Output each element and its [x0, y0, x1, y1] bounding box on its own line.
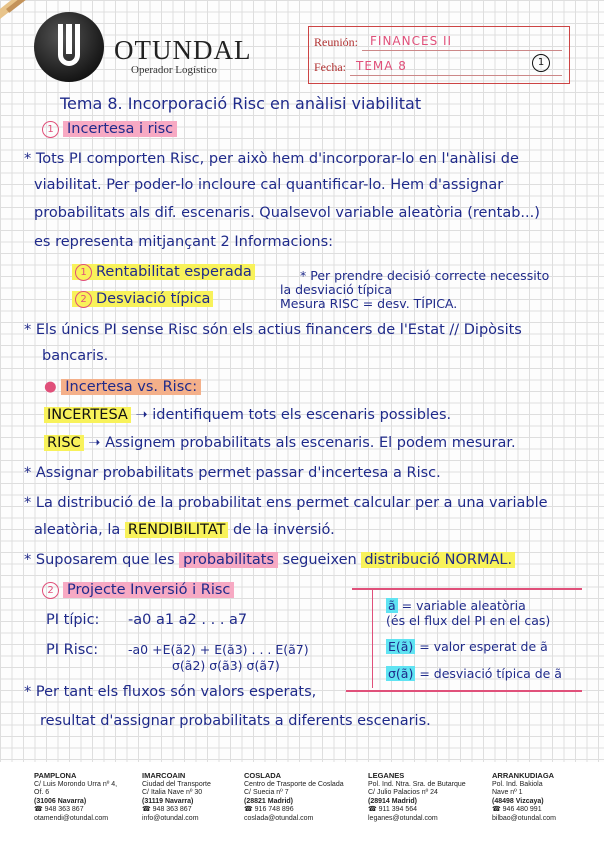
risc-text: Assignem probabilitats als escenaris. El podem mesurar. [105, 435, 516, 451]
pi-risc-bottom: σ(ã2) σ(ã3) σ(ã7) [172, 658, 280, 673]
para1-line4: es representa mitjançant 2 Informacions: [34, 234, 334, 250]
office-address-2: Of. 6 [34, 789, 50, 797]
def-2 [386, 639, 548, 654]
risc-row: RISC ➝ Assignem probabilitats als escenaris. El podem mesurar. [44, 435, 516, 451]
brand-name: OTUNDAL [114, 35, 252, 65]
office-name: LEGANES [368, 771, 405, 780]
pi-tipic-values: -a0 a1 a2 . . . a7 [128, 612, 248, 628]
def-3-symbol: σ(ã) [388, 666, 414, 681]
section-1-title: Incertesa i risc [63, 121, 177, 137]
para1-line1: * Tots PI comporten Risc, per això hem d'incorporar-lo en l'anàlisi de [24, 151, 519, 167]
pi-tipic-label: PI típic: [46, 612, 100, 628]
para1-line3: probabilitats als dif. escenaris. Qualsevol variable aleatòria (rentab...) [34, 205, 540, 221]
side-note-2: la desviació típica [280, 282, 393, 297]
office-address-2: C/ Suecia nº 7 [244, 789, 289, 797]
para5 [24, 552, 515, 568]
office-phone: ☎ 911 394 564 [368, 806, 418, 814]
office-imarcoain [142, 772, 211, 824]
incertesa-text: identifiquem tots els escenaris possibles. [152, 407, 452, 423]
section-1b-heading: ● Incertesa vs. Risc: [44, 379, 201, 395]
page-number: 1 [532, 54, 550, 72]
office-email[interactable]: bilbao@otundal.com [492, 814, 556, 822]
office-postal: (28914 Madrid) [368, 797, 418, 805]
para4-line2 [34, 522, 335, 538]
def-3 [386, 666, 562, 681]
office-phone: ☎ 916 748 896 [244, 806, 294, 814]
side-note-3: Mesura RISC = desv. TÍPICA. [280, 296, 458, 311]
def-2-text: = valor esperat de ã [419, 639, 548, 654]
para3: * Assignar probabilitats permet passar d'incertesa a Risc. [24, 465, 441, 481]
office-postal: (31119 Navarra) [142, 797, 194, 805]
office-email[interactable]: info@otundal.com [142, 814, 199, 822]
para5-text-a: * Suposarem que les [24, 552, 175, 568]
info-1-number: 1 [75, 264, 92, 281]
office-coslada [244, 772, 344, 824]
def-2-symbol: E(ã) [388, 639, 414, 654]
para5-text-c: segueixen [282, 552, 357, 568]
office-address-2: C/ Julio Palacios nº 24 [368, 789, 438, 797]
definitions-top-line [352, 588, 582, 590]
def-1 [386, 598, 526, 613]
def-1-symbol: ã [388, 598, 396, 613]
section-1b-title: Incertesa vs. Risc: [61, 379, 201, 395]
section-2-heading [42, 582, 234, 599]
rendibilitat-highlight: RENDIBILITAT [125, 522, 229, 538]
normal-highlight: distribució NORMAL. [361, 552, 515, 568]
def-1-text: = variable aleatòria [401, 598, 526, 613]
office-address-1: Centro de Trasporte de Coslada [244, 780, 344, 788]
meeting-line [362, 50, 562, 51]
notes-title: Tema 8. Incorporació Risc en anàlisi viabilitat [60, 94, 422, 113]
office-address-1: C/ Luis Morondo Urra nº 4, [34, 780, 118, 788]
def-3-text: = desviació típica de ã [419, 666, 562, 681]
info-1 [72, 264, 255, 281]
risc-label: RISC [44, 435, 84, 451]
para4-line1: * La distribució de la probabilitat ens permet calcular per a una variable [24, 495, 548, 511]
pi-risc-top: -a0 +E(ã2) + E(ã3) . . . E(ã7) [128, 642, 309, 657]
office-leganes [368, 772, 466, 824]
meeting-label: Reunión: [314, 35, 358, 49]
office-name: COSLADA [244, 771, 282, 780]
logo-mark-bar [66, 24, 72, 54]
info-1-text: Rentabilitat esperada [96, 264, 252, 280]
office-address-1: Pol. Ind. Ntra. Sra. de Butarque [368, 780, 466, 788]
para4-text-c: de la inversió. [233, 522, 335, 538]
office-name: IMARCOAIN [142, 771, 186, 780]
para2-line2: bancaris. [42, 348, 109, 364]
office-postal: (31006 Navarra) [34, 797, 87, 805]
pi-risc-label: PI Risc: [46, 642, 99, 658]
info-2-text: Desviació típica [96, 291, 211, 307]
para2-line1: * Els únics PI sense Risc són els actius financers de l'Estat // Dipòsits [24, 322, 522, 338]
office-phone: ☎ 948 363 867 [142, 806, 192, 814]
info-2-number: 2 [75, 291, 92, 308]
side-note-1: * Per prendre decisió correcte necessito [300, 268, 550, 283]
section-1-heading [42, 121, 177, 138]
office-address-2: Nave nº 1 [492, 789, 523, 797]
section-2-number: 2 [42, 582, 59, 599]
office-address-1: Pol. Ind. Bakiola [492, 780, 543, 788]
section-2-title: Projecte Inversió i Risc [63, 582, 234, 598]
office-name: ARRANKUDIAGA [492, 771, 555, 780]
date-label: Fecha: [314, 60, 346, 74]
para4-text-a: aleatòria, la [34, 522, 121, 538]
incertesa-row: INCERTESA ➝ identifiquem tots els escenaris possibles. [44, 407, 451, 423]
office-phone: ☎ 946 480 991 [492, 806, 542, 814]
office-arrankudiaga [492, 772, 556, 824]
office-email[interactable]: otamendi@otundal.com [34, 814, 109, 822]
def-1b: (és el flux del PI en el cas) [386, 613, 551, 628]
office-postal: (48498 Vizcaya) [492, 797, 544, 805]
office-address-2: C/ Italia Nave nº 30 [142, 789, 203, 797]
para6-line2: resultat d'assignar probabilitats a diferents escenaris. [40, 713, 431, 729]
info-2 [72, 291, 213, 308]
brand-tagline: Operador Logístico [131, 64, 217, 76]
date-value: TEMA 8 [356, 59, 407, 73]
meeting-value: FINANCES II [370, 34, 453, 48]
office-phone: ☎ 948 363 867 [34, 806, 84, 814]
office-address-1: Ciudad del Transporte [142, 780, 211, 788]
incertesa-label: INCERTESA [44, 407, 131, 423]
office-pamplona [34, 772, 117, 824]
probabilitats-highlight: probabilitats [179, 552, 278, 568]
section-1-number: 1 [42, 121, 59, 138]
definitions-bottom-line [346, 690, 582, 692]
para1-line2: viabilitat. Per poder-lo incloure cal quantificar-lo. Hem d'assignar [34, 177, 504, 193]
office-name: PAMPLONA [34, 771, 77, 780]
office-postal: (28821 Madrid) [244, 797, 294, 805]
date-line [350, 75, 562, 76]
para6-line1: * Per tant els fluxos són valors esperats, [24, 684, 317, 700]
office-email[interactable]: coslada@otundal.com [244, 814, 314, 822]
office-email[interactable]: leganes@otundal.com [368, 814, 438, 822]
